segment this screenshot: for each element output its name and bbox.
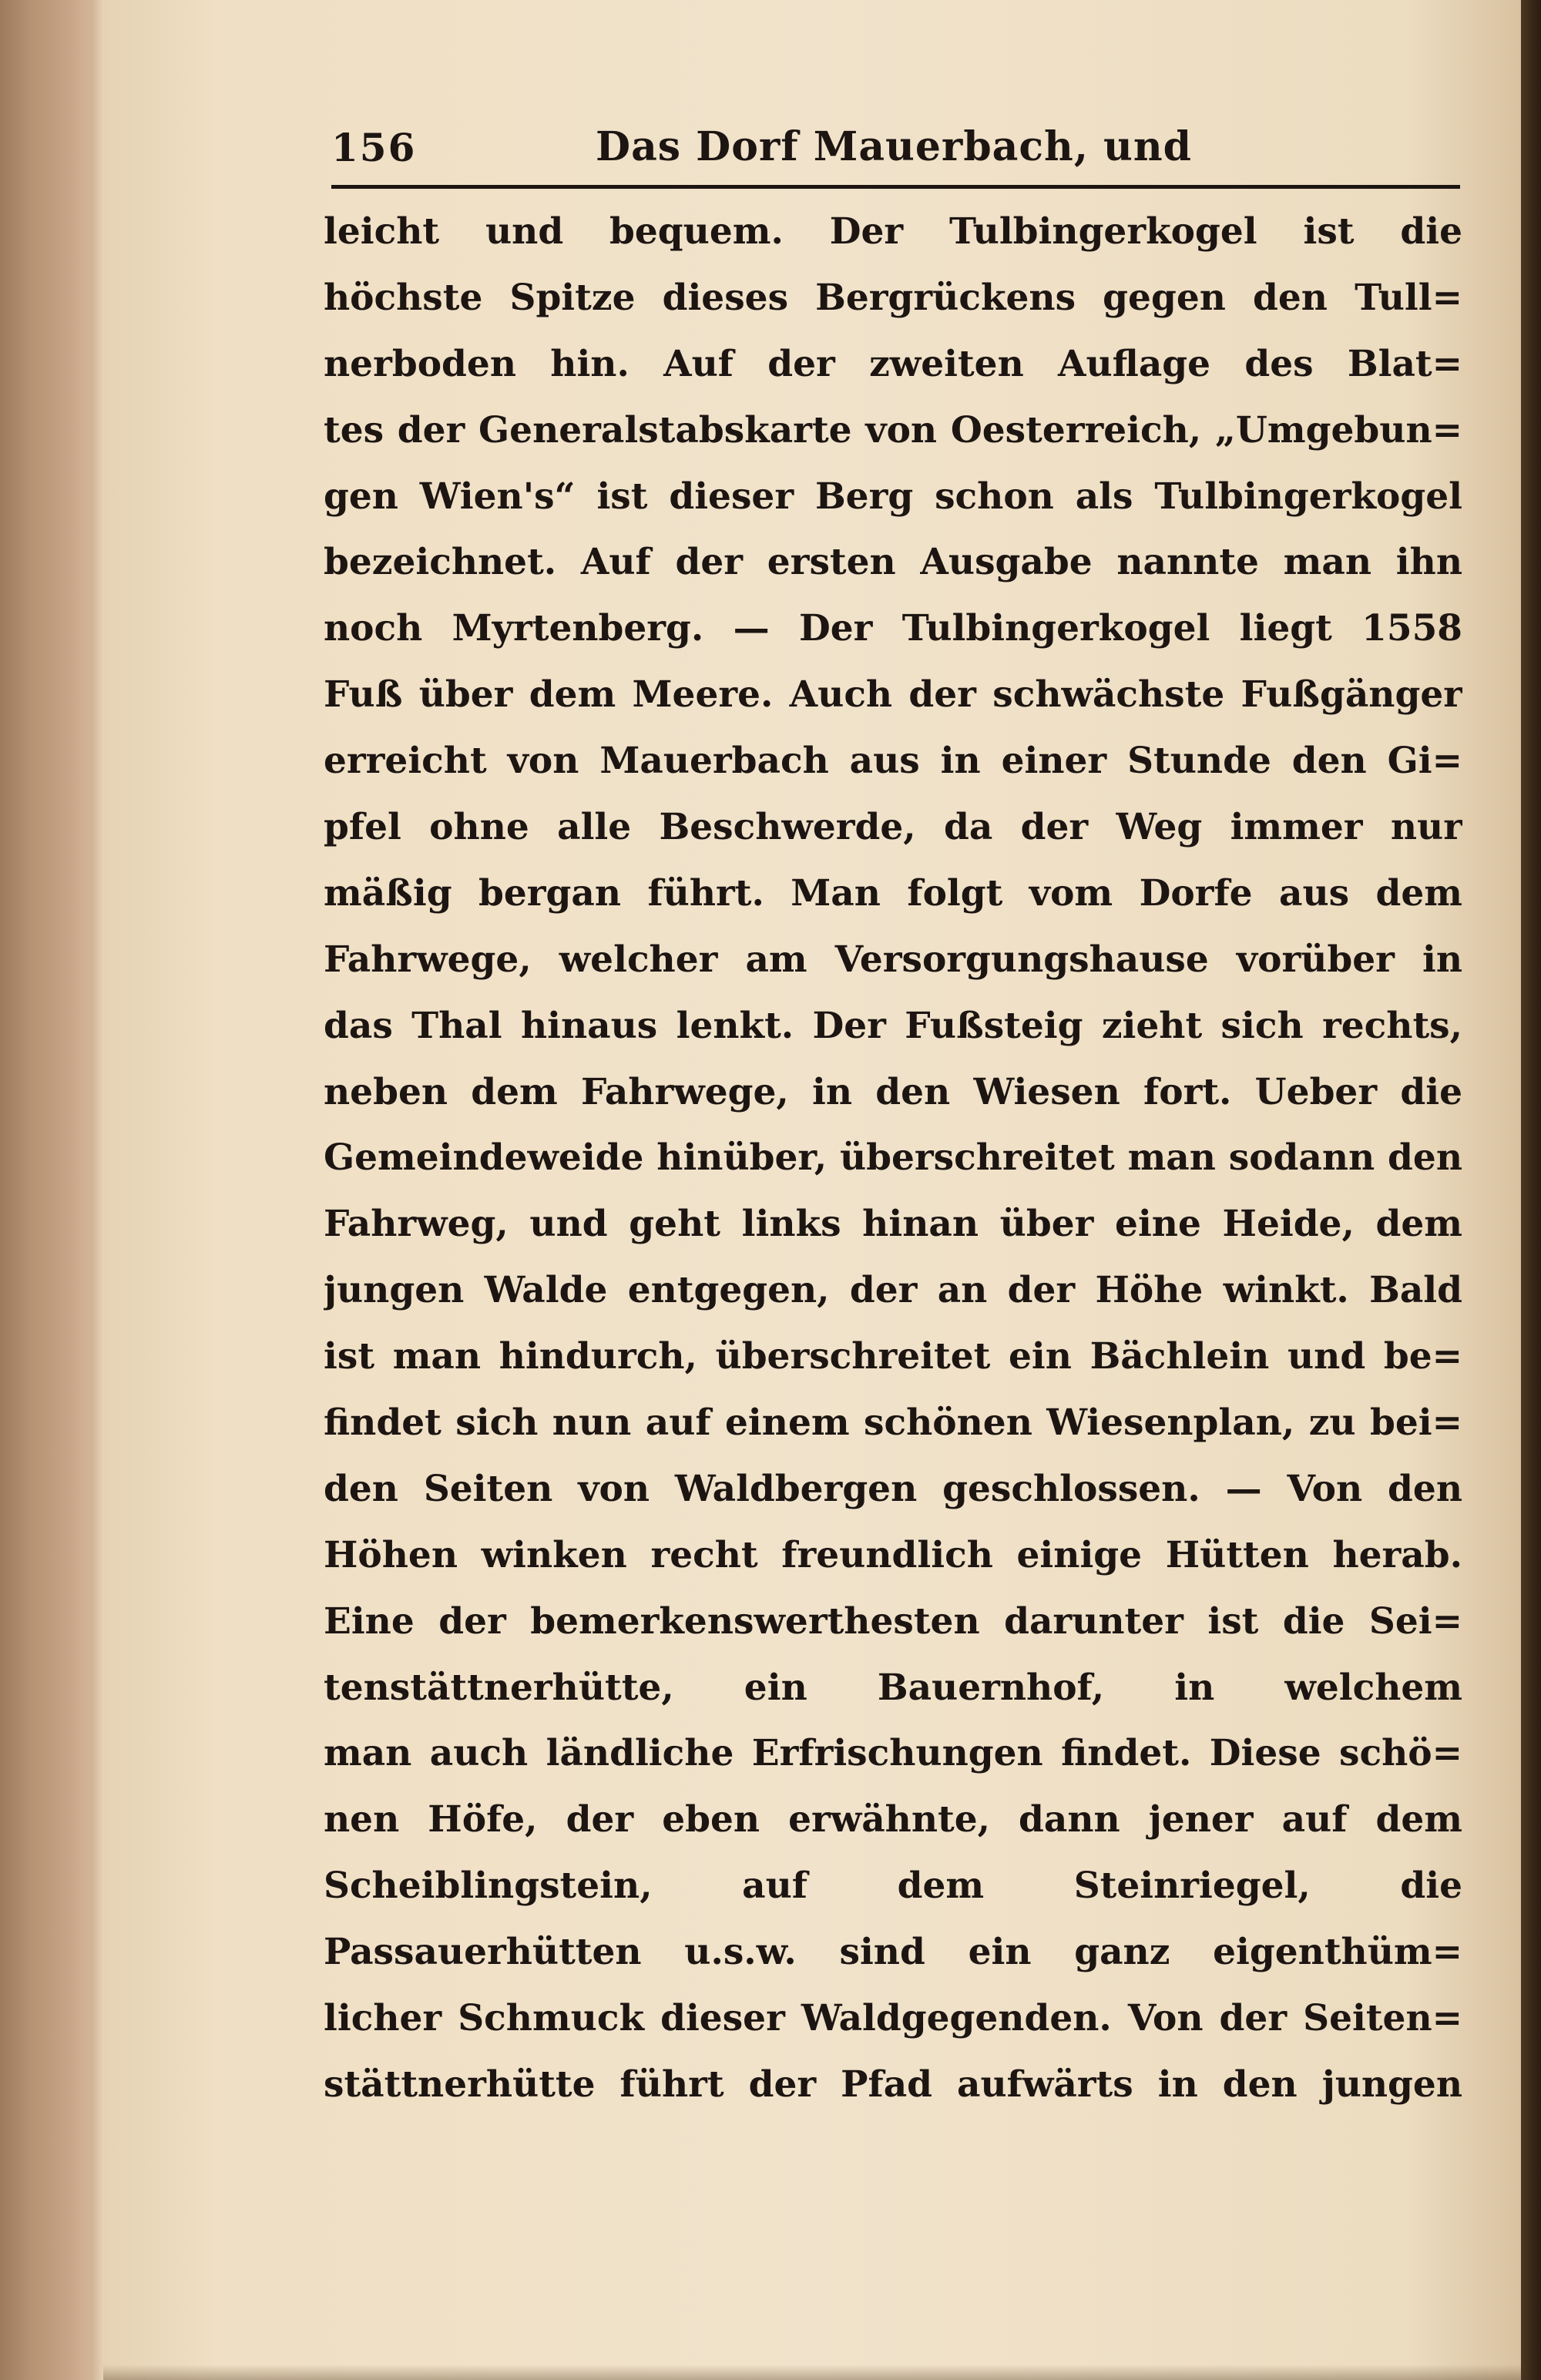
text-line: gen Wien's“ ist dieser Berg schon als Tulbingerkogel: [324, 475, 1462, 518]
running-head: Das Dorf Mauerbach, und: [595, 123, 1193, 170]
text-line: Fahrwege, welcher am Versorgungshause vorüber in: [324, 938, 1462, 981]
text-line: das Thal hinaus lenkt. Der Fußsteig zieht sich rechts,: [324, 1004, 1462, 1047]
text-line: bezeichnet. Auf der ersten Ausgabe nannte man ihn: [324, 541, 1462, 584]
header-rule: [331, 185, 1460, 189]
text-line: tes der Generalstabskarte von Oesterreich, „Umgebun=: [324, 408, 1462, 451]
text-line: nen Höfe, der eben erwähnte, dann jener auf dem: [324, 1798, 1462, 1841]
text-line: leicht und bequem. Der Tulbingerkogel ist die: [324, 210, 1462, 253]
page-header: [331, 116, 1456, 185]
text-line: mäßig bergan führt. Man folgt vom Dorfe aus dem: [324, 871, 1462, 915]
text-line: nerboden hin. Auf der zweiten Auflage des Blat=: [324, 342, 1462, 385]
text-line: man auch ländliche Erfrischungen findet. Diese schö=: [324, 1732, 1462, 1775]
page-bottom-shadow: [103, 2365, 1521, 2380]
text-line: neben dem Fahrwege, in den Wiesen fort. Ueber die: [324, 1070, 1462, 1113]
body-text: [324, 199, 1462, 2118]
text-line: den Seiten von Waldbergen geschlossen. — Von den: [324, 1467, 1462, 1510]
text-line: licher Schmuck dieser Waldgegenden. Von der Seiten=: [324, 1997, 1462, 2040]
text-line: stättnerhütte führt der Pfad aufwärts in den jungen: [324, 2063, 1462, 2106]
text-line: ist man hindurch, überschreitet ein Bächlein und be=: [324, 1335, 1462, 1378]
scan-right-border: [1521, 0, 1541, 2380]
book-binding: [0, 0, 100, 2380]
text-line: Eine der bemerkenswerthesten darunter ist die Sei=: [324, 1600, 1462, 1643]
text-line: Fahrweg, und geht links hinan über eine Heide, dem: [324, 1203, 1462, 1246]
text-line: Gemeindeweide hinüber, überschreitet man sodann den: [324, 1136, 1462, 1180]
text-line: Scheiblingstein, auf dem Steinriegel, die: [324, 1865, 1462, 1908]
text-line: erreicht von Mauerbach aus in einer Stunde den Gi=: [324, 740, 1462, 783]
text-line: Höhen winken recht freundlich einige Hütten herab.: [324, 1533, 1462, 1576]
page-number: 156: [331, 125, 417, 170]
text-line: findet sich nun auf einem schönen Wiesenplan, zu bei=: [324, 1401, 1462, 1445]
text-line: jungen Walde entgegen, der an der Höhe winkt. Bald: [324, 1269, 1462, 1312]
text-line: Fuß über dem Meere. Auch der schwächste Fußgänger: [324, 673, 1462, 717]
text-line: noch Myrtenberg. — Der Tulbingerkogel liegt 1558: [324, 607, 1462, 650]
page-stack-edge: [91, 0, 103, 2380]
text-line: pfel ohne alle Beschwerde, da der Weg immer nur: [324, 806, 1462, 849]
text-line: tenstättnerhütte, ein Bauernhof, in welchem: [324, 1666, 1462, 1709]
text-line: Passauerhütten u.s.w. sind ein ganz eigenthüm=: [324, 1931, 1462, 1974]
text-line: höchste Spitze dieses Bergrückens gegen den Tull=: [324, 276, 1462, 319]
